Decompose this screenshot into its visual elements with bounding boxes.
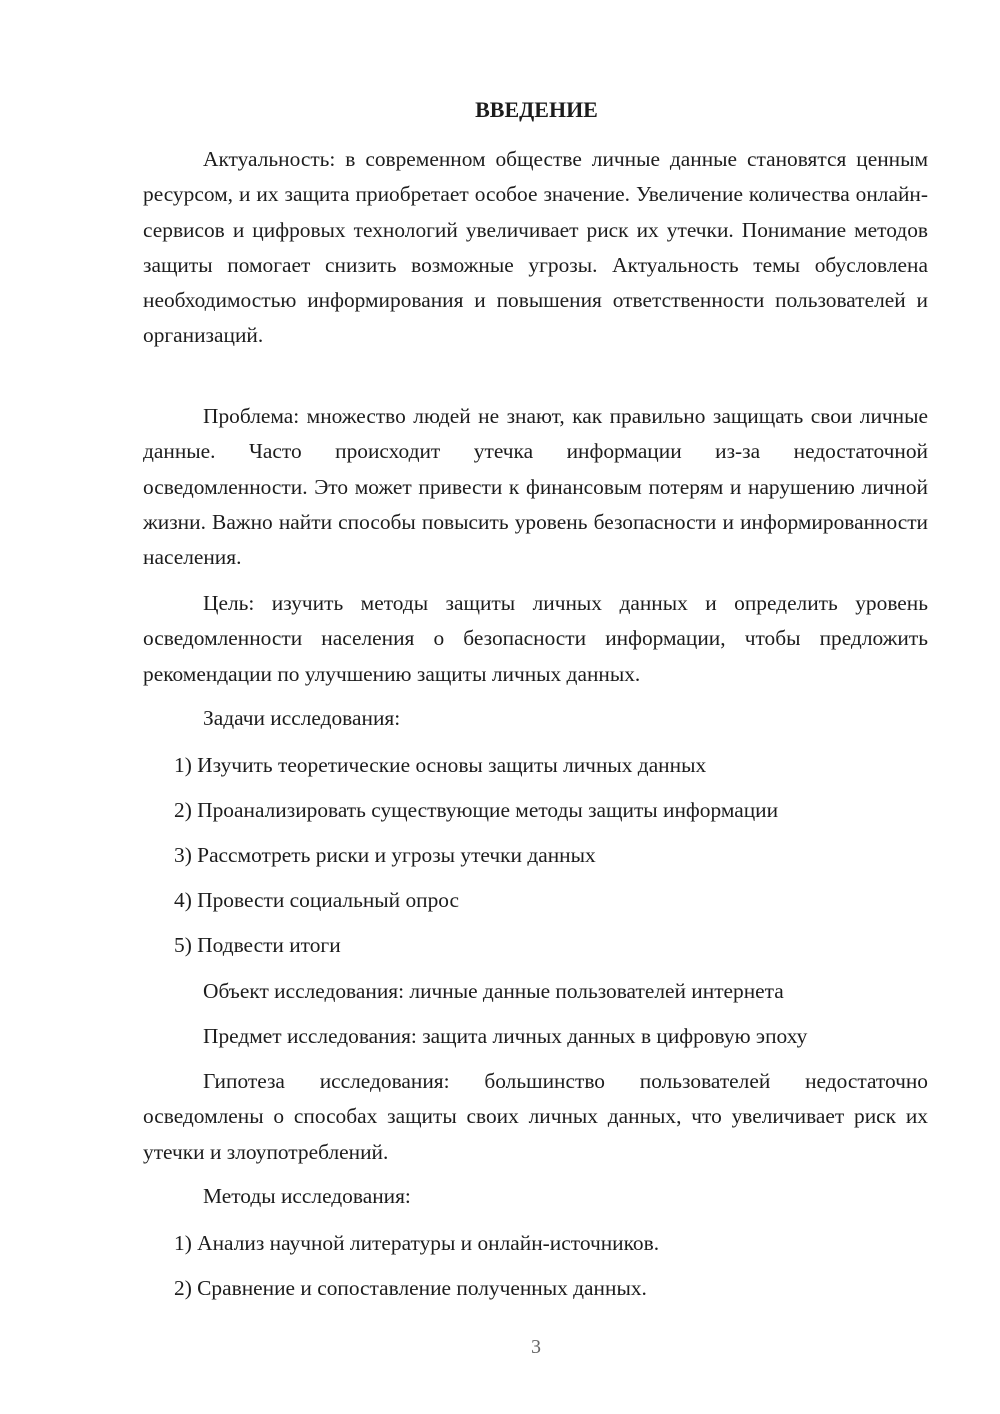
method-item: 1) Анализ научной литературы и онлайн-источников.: [174, 1231, 660, 1255]
section-title: ВВЕДЕНИЕ: [475, 97, 598, 122]
task-item: 2) Проанализировать существующие методы защиты информации: [174, 798, 779, 822]
research-subject: Предмет исследования: защита личных данных в цифровую эпоху: [203, 1024, 808, 1048]
goal-paragraph: Цель: изучить методы защиты личных данных и определить уровень осведомленности населения о безопасности информации, чтобы предложить рекомендации по улучшению защиты личных данных.: [143, 591, 928, 686]
tasks-heading: Задачи исследования:: [203, 706, 401, 730]
task-item: 5) Подвести итоги: [174, 933, 341, 957]
relevance-paragraph: Актуальность: в современном обществе личные данные становятся ценным ресурсом, и их защита приобретает особое значение. Увеличение количества онлайн-сервисов и цифровых технологий увеличивает риск их утечки. Понимание методов защиты помогает снизить возможные угрозы. Актуальность темы обусловлена необходимостью информирования и повышения ответственности пользователей и организаций.: [143, 147, 928, 348]
research-object: Объект исследования: личные данные пользователей интернета: [203, 979, 784, 1003]
method-item: 2) Сравнение и сопоставление полученных данных.: [174, 1276, 647, 1300]
methods-heading: Методы исследования:: [203, 1184, 411, 1208]
task-item: 4) Провести социальный опрос: [174, 888, 460, 912]
task-item: 1) Изучить теоретические основы защиты личных данных: [174, 753, 707, 777]
task-item: 3) Рассмотреть риски и угрозы утечки данных: [174, 843, 596, 867]
hypothesis-paragraph: Гипотеза исследования: большинство пользователей недостаточно осведомлены о способах защиты своих личных данных, что увеличивает риск их утечки и злоупотреблений.: [143, 1069, 928, 1164]
page-number: 3: [531, 1336, 541, 1358]
problem-paragraph: Проблема: множество людей не знают, как правильно защищать свои личные данные. Часто происходит утечка информации из-за недостаточной осведомленности. Это может привести к финансовым потерям и нарушению личной жизни. Важно найти способы повысить уровень безопасности и информированности населения.: [143, 404, 928, 570]
